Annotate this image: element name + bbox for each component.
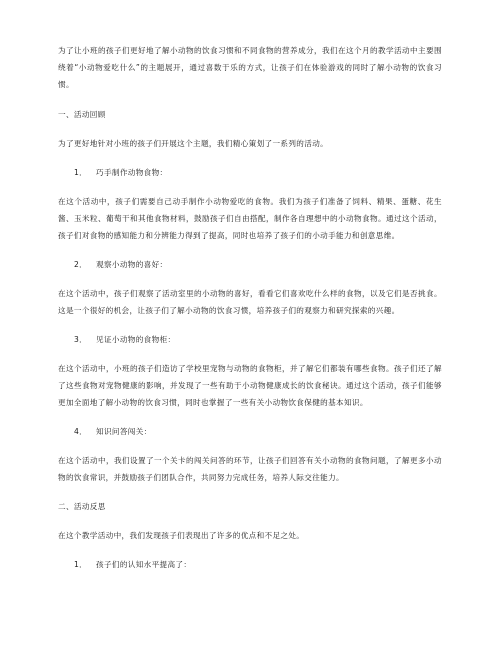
section2-item-1-title: 孩子们的认知水平提高了：	[96, 560, 192, 569]
item-3-number: 3．	[74, 335, 88, 344]
item-3-title: 见证小动物的食物柜：	[96, 335, 176, 344]
intro-paragraph: 为了让小班的孩子们更好地了解小动物的饮食习惯和不同食物的营养成分，我们在这个月的教学活动中主要围绕着“小动物爱吃什么”的主题展开，通过喜数于乐的方式，让孩子们在体验游戏的同时了解小动物的饮食习惯。	[58, 46, 442, 89]
section2-item-1-heading	[58, 556, 442, 573]
item-1-title: 巧手制作动物食物：	[96, 168, 168, 177]
item-2-heading	[58, 256, 442, 273]
item-3-heading	[58, 331, 442, 348]
section2-heading: 二、活动反思	[58, 502, 106, 511]
item-4-title: 知识问答闯关：	[96, 427, 152, 436]
item-2-number: 2．	[74, 260, 88, 269]
section1-intro: 为了更好地针对小班的孩子们开展这个主题，我们精心策划了一系列的活动。	[58, 139, 329, 148]
item-2-body: 在这个活动中，孩子们观察了活动室里的小动物的喜好，看看它们喜欢吃什么样的食物，以及它们是否挑食。这是一个很好的机会，让孩子们了解小动物的饮食习惯，培养孩子们的观察力和研究探索的兴趣。	[58, 289, 442, 315]
item-1-body: 在这个活动中，孩子们需要自己动手制作小动物爱吃的食物。我们为孩子们准备了饲料、精果、蛋糖、花生酱、玉米粒、葡萄干和其他食物材料，鼓励孩子们自由搭配，制作各自理想中的小动物食物。通过这个活动，孩子们对食物的感知能力和分辨能力得到了提高，同时也培养了孩子们的小动手能力和创意思维。	[58, 197, 442, 240]
item-4-number: 4．	[74, 427, 88, 436]
section2-item-1-number: 1．	[74, 560, 88, 569]
item-4-body: 在这个活动中，我们设置了一个关卡的闯关问答的环节，让孩子们回答有关小动物的食物问题，了解更多小动物的饮食常识，并鼓励孩子们团队合作，共同努力完成任务，培养人际交往能力。	[58, 456, 442, 482]
item-2-title: 观察小动物的喜好：	[96, 260, 168, 269]
item-4-heading	[58, 423, 442, 440]
section1-heading: 一、活动回顾	[58, 110, 106, 119]
item-3-body: 在这个活动中，小班的孩子们造访了学校里宠物与动物的食物柜，并了解它们都装有哪些食物。孩子们还了解了这些食物对宠物健康的影响，并发现了一些有助于小动物健康成长的饮食秘诀。通过这个活动，孩子们能够更加全面地了解小动物的饮食习惯，同时也掌握了一些有关小动物饮食保健的基本知识。	[58, 364, 442, 407]
item-1-heading	[58, 164, 442, 181]
document-page	[58, 42, 442, 573]
section2-intro: 在这个教学活动中，我们发现孩子们表现出了许多的优点和不足之处。	[58, 531, 305, 540]
item-1-number: 1．	[74, 168, 88, 177]
